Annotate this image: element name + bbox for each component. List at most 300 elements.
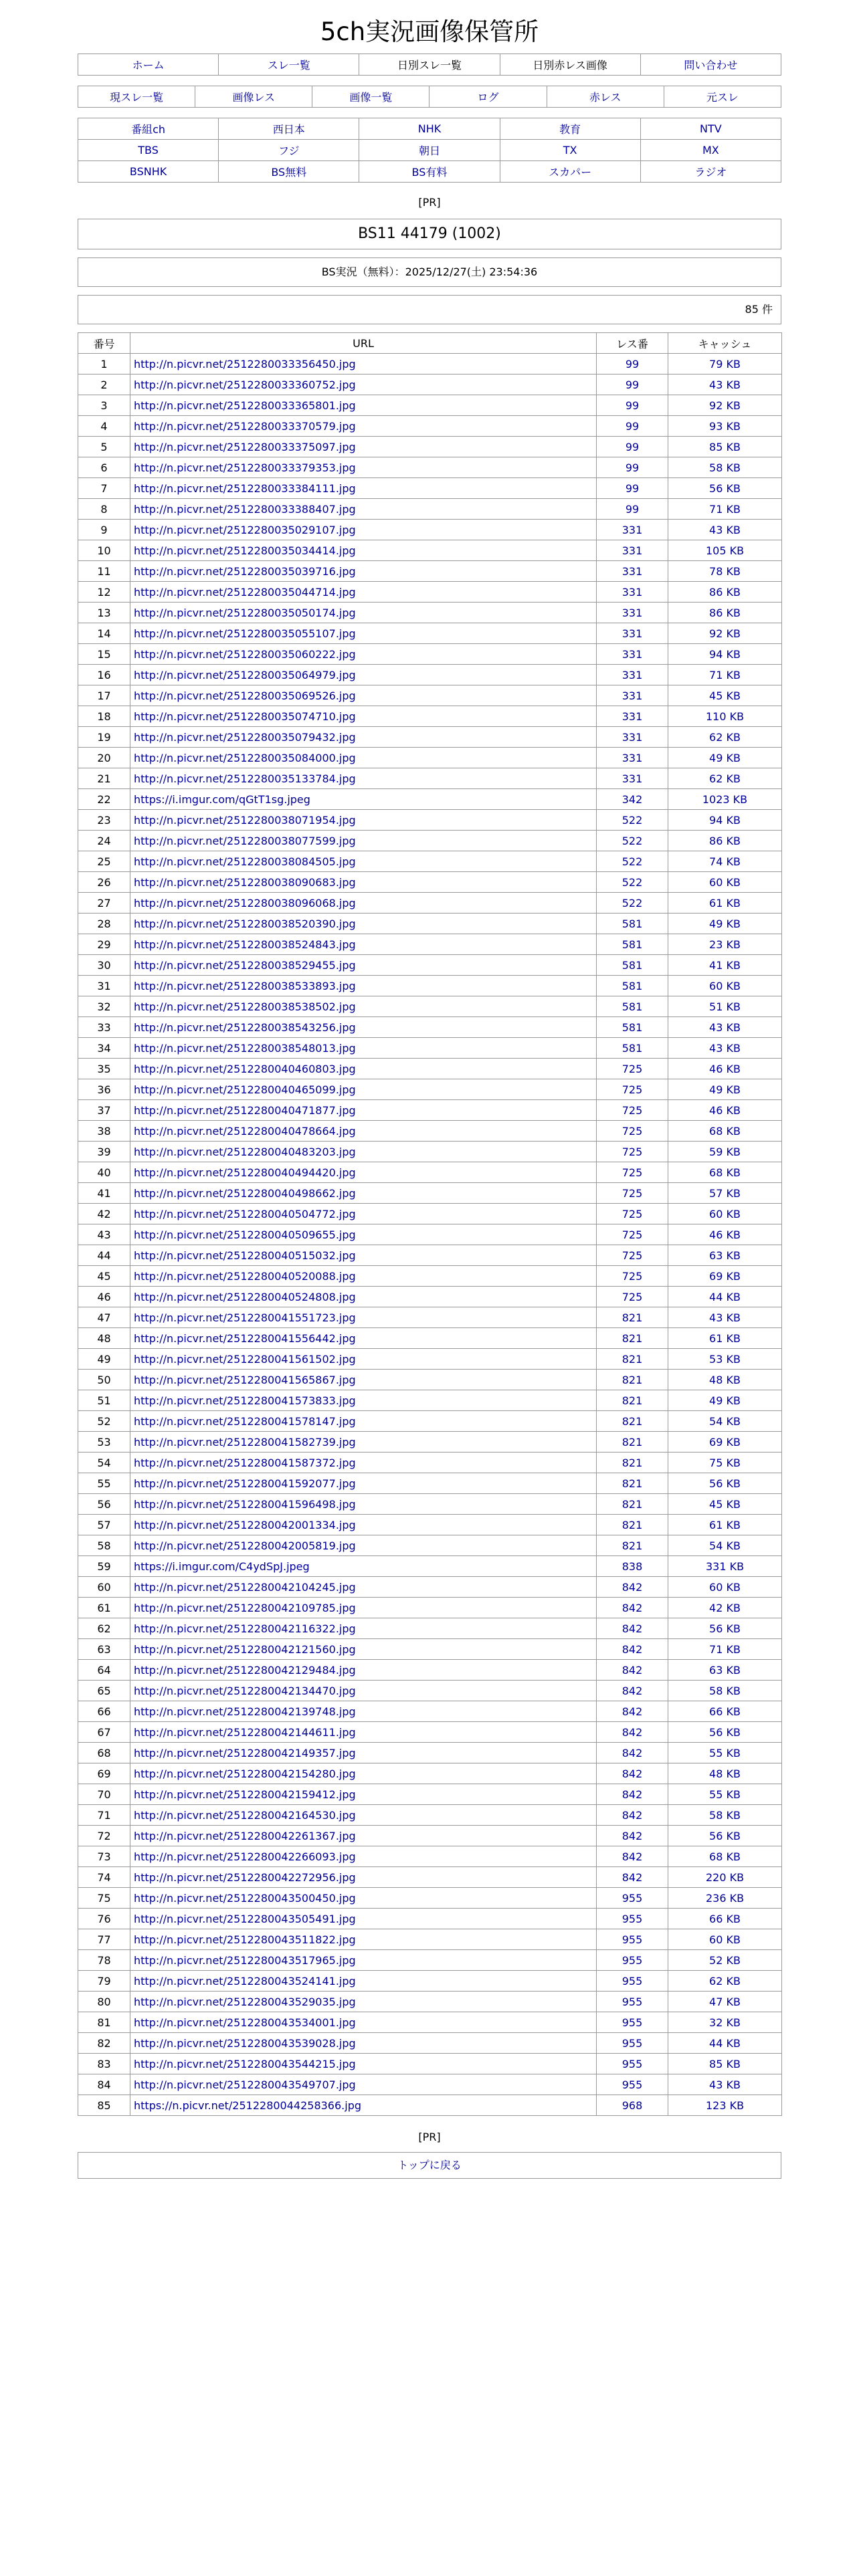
image-url-link[interactable]: http://n.picvr.net/2512280043517965.jpg (134, 1953, 356, 1967)
image-url-link[interactable]: http://n.picvr.net/2512280038084505.jpg (134, 855, 356, 868)
res-number-link[interactable]: 725 (622, 1145, 643, 1158)
res-number-link[interactable]: 842 (622, 1684, 643, 1697)
image-url-link[interactable]: http://n.picvr.net/2512280033388407.jpg (134, 502, 356, 516)
channel-nav-item[interactable] (640, 140, 781, 161)
res-number-link[interactable]: 821 (622, 1373, 643, 1386)
cache-link[interactable]: 110 KB (705, 710, 745, 723)
image-url-link[interactable]: http://n.picvr.net/2512280038538502.jpg (134, 1000, 356, 1013)
secondary-nav-link[interactable]: ログ (477, 91, 499, 104)
image-url-link[interactable]: http://n.picvr.net/2512280042109785.jpg (134, 1601, 356, 1614)
image-url-link[interactable]: http://n.picvr.net/2512280040465099.jpg (134, 1083, 356, 1096)
image-url-link[interactable]: http://n.picvr.net/2512280035064979.jpg (134, 668, 356, 681)
res-number-link[interactable]: 331 (622, 564, 643, 578)
image-url-link[interactable]: http://n.picvr.net/2512280042266093.jpg (134, 1850, 356, 1863)
secondary-nav-link[interactable]: 現スレ一覧 (110, 91, 164, 104)
image-url-link[interactable]: http://n.picvr.net/2512280035133784.jpg (134, 772, 356, 785)
channel-nav-item[interactable] (359, 140, 500, 161)
image-url-link[interactable]: http://n.picvr.net/2512280040460803.jpg (134, 1062, 356, 1075)
res-number-link[interactable]: 99 (625, 461, 640, 474)
res-number-link[interactable]: 99 (625, 419, 640, 433)
cache-link[interactable]: 43 KB (709, 1021, 741, 1034)
res-number-link[interactable]: 955 (622, 2036, 643, 2050)
image-url-link[interactable]: http://n.picvr.net/2512280041592077.jpg (134, 1477, 356, 1490)
res-number-link[interactable]: 331 (622, 627, 643, 640)
channel-link[interactable]: ラジオ (694, 166, 727, 179)
res-number-link[interactable]: 725 (622, 1207, 643, 1220)
secondary-nav-item[interactable] (664, 86, 781, 108)
channel-nav-item[interactable] (359, 118, 500, 140)
secondary-nav-item[interactable] (430, 86, 547, 108)
cache-link[interactable]: 60 KB (709, 1933, 741, 1946)
cache-link[interactable]: 56 KB (709, 1477, 741, 1490)
res-number-link[interactable]: 821 (622, 1497, 643, 1511)
cache-link[interactable]: 43 KB (709, 1311, 741, 1324)
res-number-link[interactable]: 842 (622, 1767, 643, 1780)
image-url-link[interactable]: http://n.picvr.net/2512280042139748.jpg (134, 1705, 356, 1718)
channel-link[interactable]: スカパー (549, 166, 592, 179)
image-url-link[interactable]: http://n.picvr.net/2512280043544215.jpg (134, 2057, 356, 2070)
image-url-link[interactable]: http://n.picvr.net/2512280035029107.jpg (134, 523, 356, 536)
res-number-link[interactable]: 955 (622, 1953, 643, 1967)
image-url-link[interactable]: http://n.picvr.net/2512280033365801.jpg (134, 399, 356, 412)
res-number-link[interactable]: 821 (622, 1456, 643, 1469)
res-number-link[interactable]: 821 (622, 1311, 643, 1324)
secondary-nav-link[interactable]: 元スレ (706, 91, 739, 104)
cache-link[interactable]: 1023 KB (702, 792, 748, 806)
res-number-link[interactable]: 955 (622, 1891, 643, 1905)
image-url-link[interactable]: http://n.picvr.net/2512280038090683.jpg (134, 875, 356, 889)
secondary-nav-item[interactable] (312, 86, 430, 108)
image-url-link[interactable]: http://n.picvr.net/2512280043534001.jpg (134, 2016, 356, 2029)
cache-link[interactable]: 63 KB (709, 1249, 741, 1262)
image-url-link[interactable]: http://n.picvr.net/2512280042164530.jpg (134, 1808, 356, 1822)
cache-link[interactable]: 41 KB (709, 958, 741, 972)
cache-link[interactable]: 78 KB (709, 564, 741, 578)
cache-link[interactable]: 92 KB (709, 627, 741, 640)
res-number-link[interactable]: 842 (622, 1622, 643, 1635)
channel-link[interactable]: 番組ch (131, 123, 166, 136)
cache-link[interactable]: 62 KB (709, 730, 741, 744)
image-url-link[interactable]: http://n.picvr.net/2512280033356450.jpg (134, 357, 356, 370)
res-number-link[interactable]: 842 (622, 1808, 643, 1822)
res-number-link[interactable]: 955 (622, 1974, 643, 1988)
cache-link[interactable]: 62 KB (709, 1974, 741, 1988)
cache-link[interactable]: 60 KB (709, 1580, 741, 1594)
channel-nav-item[interactable] (640, 161, 781, 183)
image-url-link[interactable]: http://n.picvr.net/2512280043500450.jpg (134, 1891, 356, 1905)
channel-link[interactable]: 朝日 (418, 144, 440, 157)
image-url-link[interactable]: http://n.picvr.net/2512280040520088.jpg (134, 1269, 356, 1283)
channel-nav-item[interactable] (640, 118, 781, 140)
res-number-link[interactable]: 842 (622, 1870, 643, 1884)
cache-link[interactable]: 56 KB (709, 481, 741, 495)
channel-link[interactable]: NTV (700, 122, 722, 135)
cache-link[interactable]: 236 KB (705, 1891, 745, 1905)
res-number-link[interactable]: 522 (622, 875, 643, 889)
channel-nav-item[interactable] (500, 118, 640, 140)
res-number-link[interactable]: 955 (622, 2057, 643, 2070)
res-number-link[interactable]: 725 (622, 1166, 643, 1179)
channel-link[interactable]: フジ (278, 144, 300, 157)
res-number-link[interactable]: 821 (622, 1518, 643, 1531)
image-url-link[interactable]: http://n.picvr.net/2512280038077599.jpg (134, 834, 356, 847)
res-number-link[interactable]: 725 (622, 1186, 643, 1200)
res-number-link[interactable]: 99 (625, 440, 640, 453)
channel-nav-item[interactable] (500, 161, 640, 183)
primary-nav-link[interactable]: ホーム (132, 59, 165, 72)
cache-link[interactable]: 66 KB (709, 1705, 741, 1718)
image-url-link[interactable]: http://n.picvr.net/2512280038548013.jpg (134, 1041, 356, 1055)
channel-nav-item[interactable] (359, 161, 500, 183)
cache-link[interactable]: 55 KB (709, 1746, 741, 1759)
image-url-link[interactable]: http://n.picvr.net/2512280038543256.jpg (134, 1021, 356, 1034)
cache-link[interactable]: 49 KB (709, 1394, 741, 1407)
image-url-link[interactable]: http://n.picvr.net/2512280042129484.jpg (134, 1663, 356, 1677)
res-number-link[interactable]: 99 (625, 481, 640, 495)
image-url-link[interactable]: http://n.picvr.net/2512280041561502.jpg (134, 1352, 356, 1366)
image-url-link[interactable]: http://n.picvr.net/2512280035074710.jpg (134, 710, 356, 723)
image-url-link[interactable]: http://n.picvr.net/2512280042149357.jpg (134, 1746, 356, 1759)
channel-nav-item[interactable] (78, 118, 219, 140)
res-number-link[interactable]: 331 (622, 710, 643, 723)
res-number-link[interactable]: 842 (622, 1725, 643, 1739)
res-number-link[interactable]: 725 (622, 1249, 643, 1262)
cache-link[interactable]: 68 KB (709, 1124, 741, 1138)
cache-link[interactable]: 49 KB (709, 751, 741, 764)
cache-link[interactable]: 48 KB (709, 1373, 741, 1386)
cache-link[interactable]: 105 KB (705, 544, 745, 557)
image-url-link[interactable]: http://n.picvr.net/2512280038529455.jpg (134, 958, 356, 972)
res-number-link[interactable]: 342 (622, 792, 643, 806)
cache-link[interactable]: 46 KB (709, 1228, 741, 1241)
channel-nav-item[interactable] (500, 140, 640, 161)
channel-link[interactable]: 教育 (559, 123, 581, 136)
cache-link[interactable]: 94 KB (709, 813, 741, 827)
image-url-link[interactable]: http://n.picvr.net/2512280042261367.jpg (134, 1829, 356, 1842)
channel-nav-item[interactable] (219, 140, 359, 161)
image-url-link[interactable]: http://n.picvr.net/2512280041587372.jpg (134, 1456, 356, 1469)
image-url-link[interactable]: http://n.picvr.net/2512280040524808.jpg (134, 1290, 356, 1303)
res-number-link[interactable]: 99 (625, 378, 640, 391)
channel-nav-item[interactable] (219, 161, 359, 183)
res-number-link[interactable]: 842 (622, 1850, 643, 1863)
cache-link[interactable]: 60 KB (709, 1207, 741, 1220)
res-number-link[interactable]: 725 (622, 1103, 643, 1117)
channel-link[interactable]: MX (702, 144, 719, 156)
image-url-link[interactable]: http://n.picvr.net/2512280043529035.jpg (134, 1995, 356, 2008)
image-url-link[interactable]: http://n.picvr.net/2512280042121560.jpg (134, 1642, 356, 1656)
res-number-link[interactable]: 842 (622, 1788, 643, 1801)
image-url-link[interactable]: http://n.picvr.net/2512280041578147.jpg (134, 1414, 356, 1428)
cache-link[interactable]: 58 KB (709, 461, 741, 474)
cache-link[interactable]: 220 KB (705, 1870, 745, 1884)
image-url-link[interactable]: http://n.picvr.net/2512280035084000.jpg (134, 751, 356, 764)
image-url-link[interactable]: http://n.picvr.net/2512280042159412.jpg (134, 1788, 356, 1801)
res-number-link[interactable]: 821 (622, 1394, 643, 1407)
image-url-link[interactable]: http://n.picvr.net/2512280040504772.jpg (134, 1207, 356, 1220)
image-url-link[interactable]: http://n.picvr.net/2512280040515032.jpg (134, 1249, 356, 1262)
res-number-link[interactable]: 522 (622, 834, 643, 847)
res-number-link[interactable]: 331 (622, 689, 643, 702)
cache-link[interactable]: 46 KB (709, 1062, 741, 1075)
res-number-link[interactable]: 821 (622, 1352, 643, 1366)
res-number-link[interactable]: 725 (622, 1228, 643, 1241)
channel-nav-item[interactable] (219, 118, 359, 140)
image-url-link[interactable]: https://n.picvr.net/2512280044258366.jpg (134, 2099, 362, 2112)
cache-link[interactable]: 43 KB (709, 378, 741, 391)
channel-nav-item[interactable] (78, 161, 219, 183)
image-url-link[interactable]: http://n.picvr.net/2512280033360752.jpg (134, 378, 356, 391)
cache-link[interactable]: 43 KB (709, 2078, 741, 2091)
image-url-link[interactable]: http://n.picvr.net/2512280043511822.jpg (134, 1933, 356, 1946)
res-number-link[interactable]: 331 (622, 772, 643, 785)
image-url-link[interactable]: http://n.picvr.net/2512280038071954.jpg (134, 813, 356, 827)
image-url-link[interactable]: http://n.picvr.net/2512280042134470.jpg (134, 1684, 356, 1697)
channel-link[interactable]: TX (563, 144, 577, 156)
res-number-link[interactable]: 842 (622, 1829, 643, 1842)
image-url-link[interactable]: http://n.picvr.net/2512280040498662.jpg (134, 1186, 356, 1200)
cache-link[interactable]: 123 KB (705, 2099, 745, 2112)
image-url-link[interactable]: http://n.picvr.net/2512280033375097.jpg (134, 440, 356, 453)
cache-link[interactable]: 71 KB (709, 668, 741, 681)
res-number-link[interactable]: 331 (622, 668, 643, 681)
image-url-link[interactable]: http://n.picvr.net/2512280040471877.jpg (134, 1103, 356, 1117)
image-url-link[interactable]: http://n.picvr.net/2512280043539028.jpg (134, 2036, 356, 2050)
cache-link[interactable]: 44 KB (709, 1290, 741, 1303)
res-number-link[interactable]: 842 (622, 1746, 643, 1759)
cache-link[interactable]: 59 KB (709, 1145, 741, 1158)
image-url-link[interactable]: http://n.picvr.net/2512280042005819.jpg (134, 1539, 356, 1552)
image-url-link[interactable]: http://n.picvr.net/2512280035055107.jpg (134, 627, 356, 640)
cache-link[interactable]: 74 KB (709, 855, 741, 868)
cache-link[interactable]: 55 KB (709, 1788, 741, 1801)
primary-nav-item[interactable] (78, 54, 219, 76)
res-number-link[interactable]: 331 (622, 647, 643, 661)
secondary-nav-link[interactable]: 画像一覧 (349, 91, 393, 104)
cache-link[interactable]: 66 KB (709, 1912, 741, 1925)
primary-nav-item[interactable] (219, 54, 359, 76)
cache-link[interactable]: 86 KB (709, 606, 741, 619)
res-number-link[interactable]: 955 (622, 1995, 643, 2008)
channel-link[interactable]: BS有料 (411, 166, 448, 179)
res-number-link[interactable]: 838 (622, 1560, 643, 1573)
res-number-link[interactable]: 821 (622, 1539, 643, 1552)
secondary-nav-item[interactable] (78, 86, 195, 108)
image-url-link[interactable]: http://n.picvr.net/2512280033384111.jpg (134, 481, 356, 495)
cache-link[interactable]: 57 KB (709, 1186, 741, 1200)
cache-link[interactable]: 43 KB (709, 1041, 741, 1055)
res-number-link[interactable]: 821 (622, 1414, 643, 1428)
res-number-link[interactable]: 955 (622, 1912, 643, 1925)
image-url-link[interactable]: http://n.picvr.net/2512280043505491.jpg (134, 1912, 356, 1925)
cache-link[interactable]: 79 KB (709, 357, 741, 370)
cache-link[interactable]: 62 KB (709, 772, 741, 785)
cache-link[interactable]: 23 KB (709, 938, 741, 951)
res-number-link[interactable]: 842 (622, 1642, 643, 1656)
cache-link[interactable]: 68 KB (709, 1850, 741, 1863)
image-url-link[interactable]: http://n.picvr.net/2512280040509655.jpg (134, 1228, 356, 1241)
cache-link[interactable]: 42 KB (709, 1601, 741, 1614)
res-number-link[interactable]: 725 (622, 1290, 643, 1303)
image-url-link[interactable]: http://n.picvr.net/2512280035069526.jpg (134, 689, 356, 702)
res-number-link[interactable]: 331 (622, 544, 643, 557)
cache-link[interactable]: 61 KB (709, 896, 741, 909)
image-url-link[interactable]: https://i.imgur.com/C4ydSpJ.jpeg (134, 1560, 310, 1573)
res-number-link[interactable]: 581 (622, 958, 643, 972)
res-number-link[interactable]: 99 (625, 399, 640, 412)
cache-link[interactable]: 49 KB (709, 917, 741, 930)
res-number-link[interactable]: 955 (622, 2016, 643, 2029)
cache-link[interactable]: 48 KB (709, 1767, 741, 1780)
res-number-link[interactable]: 842 (622, 1705, 643, 1718)
res-number-link[interactable]: 821 (622, 1435, 643, 1448)
cache-link[interactable]: 54 KB (709, 1414, 741, 1428)
cache-link[interactable]: 58 KB (709, 1808, 741, 1822)
image-url-link[interactable]: http://n.picvr.net/2512280033379353.jpg (134, 461, 356, 474)
res-number-link[interactable]: 522 (622, 896, 643, 909)
image-url-link[interactable]: http://n.picvr.net/2512280043524141.jpg (134, 1974, 356, 1988)
cache-link[interactable]: 61 KB (709, 1518, 741, 1531)
primary-nav-item[interactable] (640, 54, 781, 76)
cache-link[interactable]: 52 KB (709, 1953, 741, 1967)
cache-link[interactable]: 47 KB (709, 1995, 741, 2008)
cache-link[interactable]: 63 KB (709, 1663, 741, 1677)
image-url-link[interactable]: http://n.picvr.net/2512280035034414.jpg (134, 544, 356, 557)
image-url-link[interactable]: http://n.picvr.net/2512280041582739.jpg (134, 1435, 356, 1448)
cache-link[interactable]: 56 KB (709, 1622, 741, 1635)
cache-link[interactable]: 56 KB (709, 1829, 741, 1842)
image-url-link[interactable]: http://n.picvr.net/2512280040494420.jpg (134, 1166, 356, 1179)
image-url-link[interactable]: http://n.picvr.net/2512280042272956.jpg (134, 1870, 356, 1884)
image-url-link[interactable]: http://n.picvr.net/2512280035039716.jpg (134, 564, 356, 578)
channel-nav-item[interactable] (78, 140, 219, 161)
image-url-link[interactable]: http://n.picvr.net/2512280035079432.jpg (134, 730, 356, 744)
cache-link[interactable]: 71 KB (709, 1642, 741, 1656)
cache-link[interactable]: 92 KB (709, 399, 741, 412)
image-url-link[interactable]: http://n.picvr.net/2512280035060222.jpg (134, 647, 356, 661)
image-url-link[interactable]: http://n.picvr.net/2512280041573833.jpg (134, 1394, 356, 1407)
res-number-link[interactable]: 522 (622, 813, 643, 827)
image-url-link[interactable]: http://n.picvr.net/2512280038520390.jpg (134, 917, 356, 930)
image-url-link[interactable]: https://i.imgur.com/qGtT1sg.jpeg (134, 792, 310, 806)
cache-link[interactable]: 69 KB (709, 1269, 741, 1283)
cache-link[interactable]: 51 KB (709, 1000, 741, 1013)
channel-link[interactable]: NHK (417, 122, 442, 135)
res-number-link[interactable]: 581 (622, 1000, 643, 1013)
res-number-link[interactable]: 725 (622, 1124, 643, 1138)
image-url-link[interactable]: http://n.picvr.net/2512280042154280.jpg (134, 1767, 356, 1780)
cache-link[interactable]: 54 KB (709, 1539, 741, 1552)
image-url-link[interactable]: http://n.picvr.net/2512280041551723.jpg (134, 1311, 356, 1324)
cache-link[interactable]: 32 KB (709, 2016, 741, 2029)
cache-link[interactable]: 75 KB (709, 1456, 741, 1469)
cache-link[interactable]: 68 KB (709, 1166, 741, 1179)
cache-link[interactable]: 93 KB (709, 419, 741, 433)
cache-link[interactable]: 331 KB (705, 1560, 745, 1573)
res-number-link[interactable]: 331 (622, 606, 643, 619)
image-url-link[interactable]: http://n.picvr.net/2512280042104245.jpg (134, 1580, 356, 1594)
res-number-link[interactable]: 99 (625, 502, 640, 516)
image-url-link[interactable]: http://n.picvr.net/2512280042001334.jpg (134, 1518, 356, 1531)
channel-link[interactable]: BSNHK (129, 165, 167, 178)
res-number-link[interactable]: 968 (622, 2099, 643, 2112)
image-url-link[interactable]: http://n.picvr.net/2512280042144611.jpg (134, 1725, 356, 1739)
back-to-top-link[interactable]: トップに戻る (397, 2159, 462, 2171)
res-number-link[interactable]: 725 (622, 1062, 643, 1075)
res-number-link[interactable]: 842 (622, 1663, 643, 1677)
image-url-link[interactable]: http://n.picvr.net/2512280040483203.jpg (134, 1145, 356, 1158)
cache-link[interactable]: 61 KB (709, 1331, 741, 1345)
res-number-link[interactable]: 522 (622, 855, 643, 868)
image-url-link[interactable]: http://n.picvr.net/2512280043549707.jpg (134, 2078, 356, 2091)
res-number-link[interactable]: 581 (622, 917, 643, 930)
res-number-link[interactable]: 842 (622, 1580, 643, 1594)
res-number-link[interactable]: 725 (622, 1083, 643, 1096)
secondary-nav-link[interactable]: 画像レス (232, 91, 275, 104)
channel-link[interactable]: 西日本 (272, 123, 305, 136)
cache-link[interactable]: 43 KB (709, 523, 741, 536)
cache-link[interactable]: 56 KB (709, 1725, 741, 1739)
res-number-link[interactable]: 955 (622, 1933, 643, 1946)
res-number-link[interactable]: 821 (622, 1331, 643, 1345)
primary-nav-link[interactable]: スレ一覧 (267, 59, 310, 72)
image-url-link[interactable]: http://n.picvr.net/2512280038096068.jpg (134, 896, 356, 909)
image-url-link[interactable]: http://n.picvr.net/2512280042116322.jpg (134, 1622, 356, 1635)
cache-link[interactable]: 49 KB (709, 1083, 741, 1096)
image-url-link[interactable]: http://n.picvr.net/2512280041596498.jpg (134, 1497, 356, 1511)
res-number-link[interactable]: 955 (622, 2078, 643, 2091)
res-number-link[interactable]: 581 (622, 1041, 643, 1055)
res-number-link[interactable]: 581 (622, 979, 643, 992)
image-url-link[interactable]: http://n.picvr.net/2512280035050174.jpg (134, 606, 356, 619)
image-url-link[interactable]: http://n.picvr.net/2512280040478664.jpg (134, 1124, 356, 1138)
secondary-nav-item[interactable] (195, 86, 312, 108)
cache-link[interactable]: 60 KB (709, 875, 741, 889)
res-number-link[interactable]: 842 (622, 1601, 643, 1614)
image-url-link[interactable]: http://n.picvr.net/2512280035044714.jpg (134, 585, 356, 599)
cache-link[interactable]: 85 KB (709, 2057, 741, 2070)
image-url-link[interactable]: http://n.picvr.net/2512280038524843.jpg (134, 938, 356, 951)
cache-link[interactable]: 45 KB (709, 689, 741, 702)
res-number-link[interactable]: 581 (622, 938, 643, 951)
res-number-link[interactable]: 725 (622, 1269, 643, 1283)
res-number-link[interactable]: 581 (622, 1021, 643, 1034)
secondary-nav-link[interactable]: 赤レス (589, 91, 622, 104)
secondary-nav-item[interactable] (547, 86, 664, 108)
res-number-link[interactable]: 331 (622, 585, 643, 599)
cache-link[interactable]: 94 KB (709, 647, 741, 661)
res-number-link[interactable]: 331 (622, 730, 643, 744)
res-number-link[interactable]: 821 (622, 1477, 643, 1490)
res-number-link[interactable]: 331 (622, 751, 643, 764)
cache-link[interactable]: 45 KB (709, 1497, 741, 1511)
image-url-link[interactable]: http://n.picvr.net/2512280038533893.jpg (134, 979, 356, 992)
cache-link[interactable]: 60 KB (709, 979, 741, 992)
primary-nav-link[interactable]: 問い合わせ (684, 59, 738, 72)
cache-link[interactable]: 86 KB (709, 834, 741, 847)
cache-link[interactable]: 69 KB (709, 1435, 741, 1448)
cache-link[interactable]: 53 KB (709, 1352, 741, 1366)
channel-link[interactable]: TBS (138, 144, 159, 156)
image-url-link[interactable]: http://n.picvr.net/2512280033370579.jpg (134, 419, 356, 433)
cache-link[interactable]: 86 KB (709, 585, 741, 599)
cache-link[interactable]: 46 KB (709, 1103, 741, 1117)
cache-link[interactable]: 85 KB (709, 440, 741, 453)
image-url-link[interactable]: http://n.picvr.net/2512280041565867.jpg (134, 1373, 356, 1386)
cache-link[interactable]: 58 KB (709, 1684, 741, 1697)
cache-link[interactable]: 71 KB (709, 502, 741, 516)
cache-link[interactable]: 44 KB (709, 2036, 741, 2050)
